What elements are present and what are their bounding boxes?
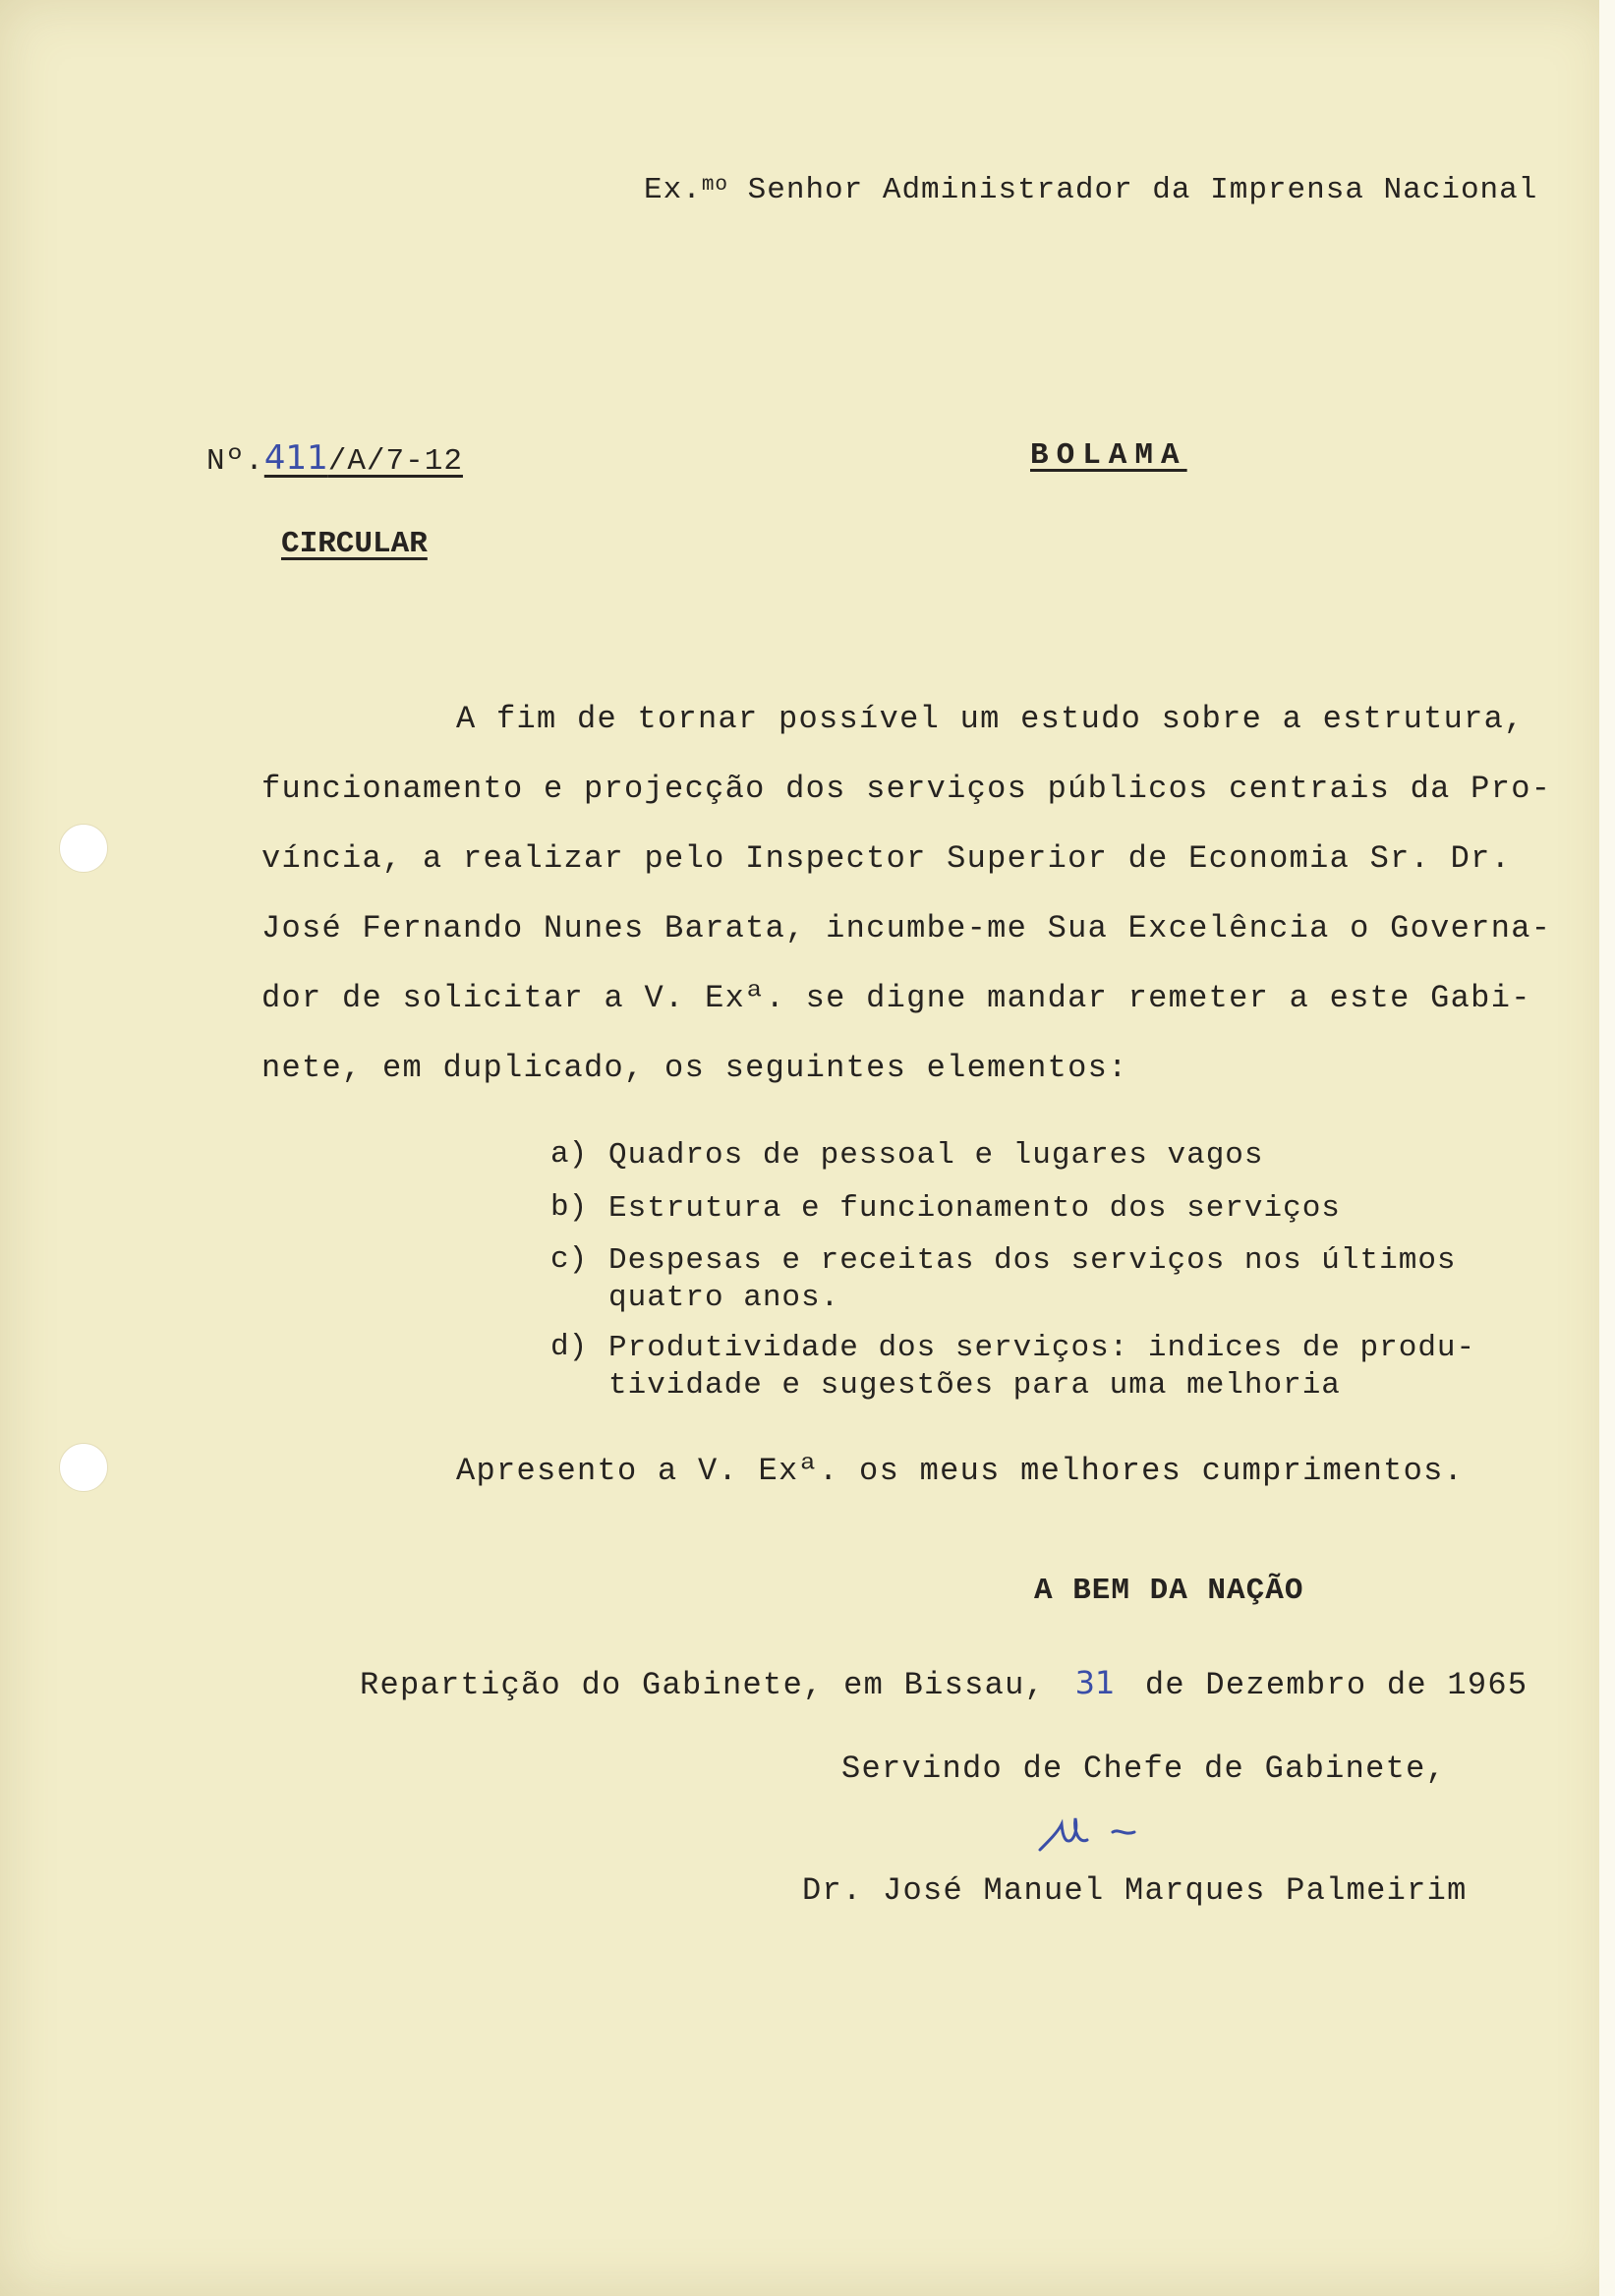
list-item-letter: a): [550, 1137, 588, 1172]
list-item-text: Produtividade dos serviços: indices de produ-: [608, 1331, 1476, 1365]
dateline-day-handwritten: 31: [1074, 1664, 1116, 1701]
place-stamp: BOLAMA: [1030, 438, 1187, 473]
list-item-text-continued: tividade e sugestões para uma melhoria: [608, 1368, 1341, 1403]
punch-hole-lower: [59, 1443, 108, 1492]
list-item-text-continued: quatro anos.: [608, 1281, 840, 1315]
closing-line: Apresento a V. Exª. os meus melhores cumprimentos.: [456, 1453, 1465, 1489]
body-line-5: dor de solicitar a V. Exª. se digne mandar remeter a este Gabi-: [261, 980, 1531, 1016]
paper-edge: [1599, 0, 1615, 2296]
list-item-letter: c): [550, 1242, 588, 1277]
signatory-name: Dr. José Manuel Marques Palmeirim: [802, 1872, 1468, 1909]
handwritten-signature-icon: [1032, 1810, 1150, 1860]
signature-role: Servindo de Chefe de Gabinete,: [841, 1751, 1447, 1787]
addressee-line: [644, 173, 1537, 207]
reference-value: [263, 438, 463, 479]
reference-number: [206, 438, 463, 479]
dateline-prefix: Repartição do Gabinete, em Bissau,: [360, 1667, 1046, 1703]
circular-label: CIRCULAR: [281, 527, 428, 561]
dateline: [360, 1664, 1528, 1703]
reference-number-handwritten: 411: [263, 438, 328, 478]
list-item-text: Quadros de pessoal e lugares vagos: [608, 1138, 1264, 1173]
reference-suffix: /A/7-12: [327, 444, 463, 479]
addressee-prefix: Ex.: [644, 173, 702, 207]
reference-label: Nº.: [206, 444, 264, 479]
body-line-3: víncia, a realizar pelo Inspector Superior de Economia Sr. Dr.: [261, 840, 1512, 877]
dateline-suffix: de Dezembro de 1965: [1144, 1667, 1528, 1703]
list-item-letter: b): [550, 1190, 588, 1225]
addressee-text: Senhor Administrador da Imprensa Nacional: [728, 173, 1538, 207]
addressee-superscript: mo: [701, 174, 729, 197]
motto: A BEM DA NAÇÃO: [1034, 1574, 1304, 1608]
list-item-text: Despesas e receitas dos serviços nos últimos: [608, 1243, 1457, 1278]
punch-hole-upper: [59, 824, 108, 873]
body-line-1: A fim de tornar possível um estudo sobre a estrutura,: [456, 701, 1525, 737]
body-line-6: nete, em duplicado, os seguintes elementos:: [261, 1050, 1128, 1086]
list-item-text: Estrutura e funcionamento dos serviços: [608, 1191, 1341, 1226]
body-line-4: José Fernando Nunes Barata, incumbe-me Sua Excelência o Governa-: [261, 910, 1552, 947]
body-line-2: funcionamento e projecção dos serviços públicos centrais da Pro-: [261, 771, 1552, 807]
list-item-letter: d): [550, 1330, 588, 1364]
